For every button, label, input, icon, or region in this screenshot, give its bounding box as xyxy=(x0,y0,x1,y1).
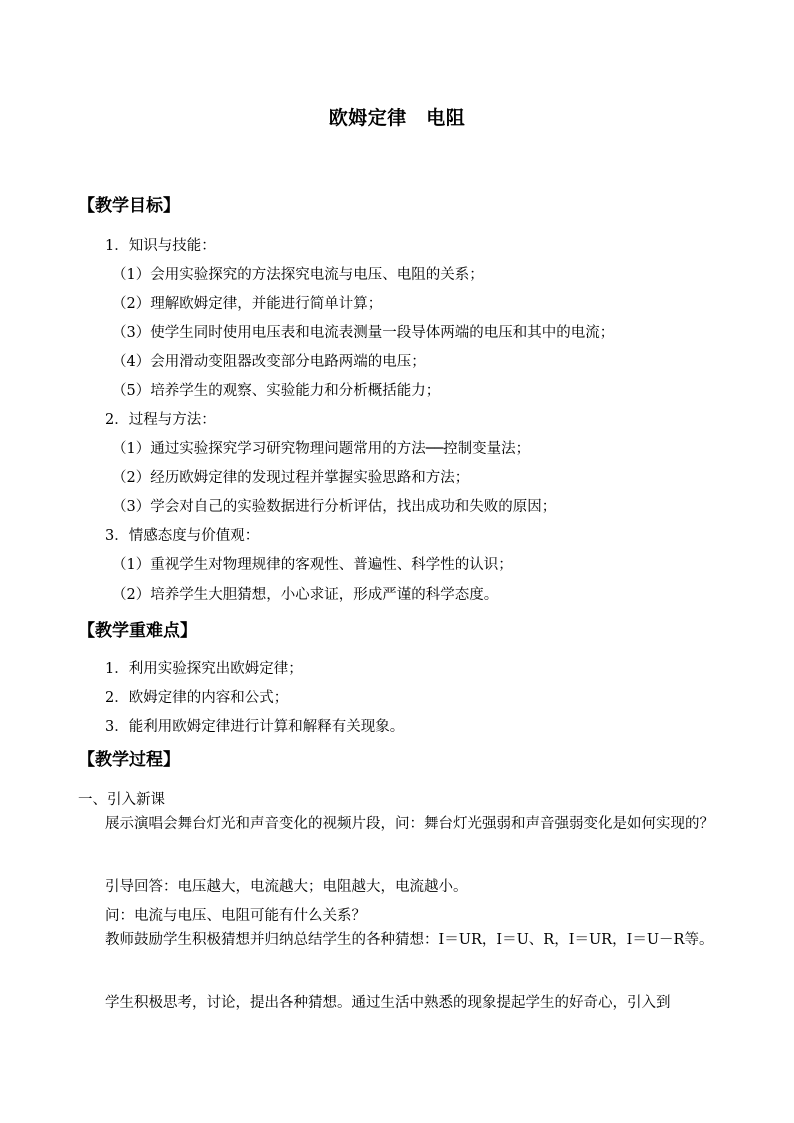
process-part-heading: 一、引入新课 xyxy=(78,792,165,808)
page-title: 欧姆定律 电阻 xyxy=(328,107,466,129)
objective-item: （1）重视学生对物理规律的客观性、普遍性、科学性的认识； xyxy=(112,557,513,573)
objective-item: （1）通过实验探究学习研究物理问题常用的方法──控制变量法； xyxy=(112,441,531,457)
process-paragraph: 展示演唱会舞台灯光和声音变化的视频片段，问：舞台灯光强弱和声音强弱变化是如何实现的？ xyxy=(105,816,714,832)
objective-item: （3）学会对自己的实验数据进行分析评估，找出成功和失败的原因； xyxy=(112,499,557,515)
objective-item: （2）理解欧姆定律，并能进行简单计算； xyxy=(112,296,383,312)
objective-item: （4）会用滑动变阻器改变部分电路两端的电压； xyxy=(112,354,426,370)
key-point-item: 3．能利用欧姆定律进行计算和解释有关现象。 xyxy=(105,719,405,735)
section-key-points-heading: 【教学重难点】 xyxy=(78,621,197,641)
objective-group-1: 1．知识与技能： xyxy=(105,238,216,254)
objective-item: （2）经历欧姆定律的发现过程并掌握实验思路和方法； xyxy=(112,470,470,486)
objective-item: （3）使学生同时使用电压表和电流表测量一段导体两端的电压和其中的电流； xyxy=(112,325,615,341)
objective-group-2: 2．过程与方法： xyxy=(105,412,216,428)
process-paragraph: 学生积极思考，讨论，提出各种猜想。通过生活中熟悉的现象提起学生的好奇心，引入到 xyxy=(105,995,671,1011)
process-paragraph: 引导回答：电压越大，电流越大；电阻越大，电流越小。 xyxy=(105,879,468,895)
process-paragraph: 教师鼓励学生积极猜想并归纳总结学生的各种猜想：I＝UR，I＝U、R，I＝UR，I＝U－R等。 xyxy=(105,932,714,948)
section-process-heading: 【教学过程】 xyxy=(78,750,180,770)
process-paragraph: 问：电流与电压、电阻可能有什么关系？ xyxy=(105,908,366,924)
key-point-item: 2．欧姆定律的内容和公式； xyxy=(105,690,289,706)
objective-item: （1）会用实验探究的方法探究电流与电压、电阻的关系； xyxy=(112,267,484,283)
objective-group-3: 3．情感态度与价值观： xyxy=(105,528,260,544)
objective-item: （2）培养学生大胆猜想，小心求证，形成严谨的科学态度。 xyxy=(112,587,499,603)
section-objectives-heading: 【教学目标】 xyxy=(78,196,180,216)
key-point-item: 1．利用实验探究出欧姆定律； xyxy=(105,661,303,677)
objective-item: （5）培养学生的观察、实验能力和分析概括能力； xyxy=(112,383,441,399)
